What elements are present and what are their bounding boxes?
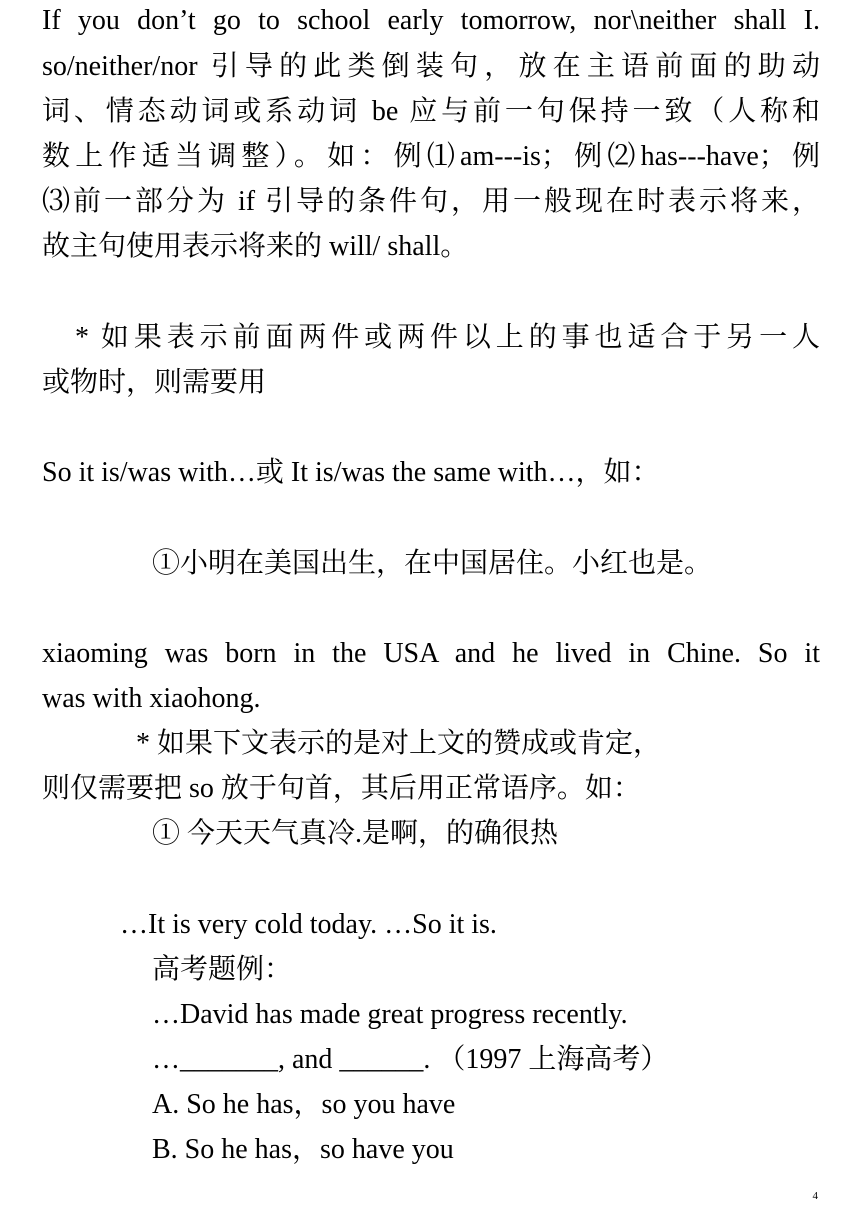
text-line: * 如果表示前面两件或两件以上的事也适合于另一人: [75, 322, 820, 353]
text-line: 高考题例：: [152, 954, 293, 985]
text-line: was with xiaohong.: [42, 683, 261, 714]
text-line: A. So he has，so you have: [152, 1089, 456, 1120]
text-line: 或物时，则需要用: [42, 367, 267, 398]
text-line: ① 今天天气真冷.是啊，的确很热: [152, 818, 559, 849]
text-line: 则仅需要把 so 放于句首，其后用正常语序。如：: [42, 773, 641, 804]
page-number: 4: [812, 1190, 818, 1202]
text-line: so/neither/nor 引导的此类倒装句，放在主语前面的助动: [42, 51, 820, 82]
text-line: …David has made great progress recently.: [152, 999, 628, 1030]
text-line: xiaoming was born in the USA and he lived in Chine. So it: [42, 638, 820, 669]
text-line: …It is very cold today. …So it is.: [120, 909, 497, 940]
text-line: ⑶前一部分为 if 引导的条件句，用一般现在时表示将来，: [42, 186, 820, 217]
text-line: * 如果下文表示的是对上文的赞成或肯定，: [136, 728, 662, 759]
text-line: If you don’t go to school early tomorrow, nor\neither shall I.: [42, 5, 820, 36]
text-line: 词、情态动词或系动词 be 应与前一句保持一致（人称和: [42, 96, 820, 127]
text-line: ①小明在美国出生，在中国居住。小红也是。: [152, 548, 713, 579]
text-line: B. So he has，so have you: [152, 1134, 454, 1165]
text-line: 数上作适当调整）。如：例⑴am---is；例⑵has---have；例: [42, 141, 820, 172]
text-line: So it is/was with…或 It is/was the same with…，如：: [42, 457, 660, 488]
text-line: …_______, and ______. （1997 上海高考）: [152, 1044, 669, 1075]
text-line: 故主句使用表示将来的 will/ shall。: [42, 231, 469, 262]
